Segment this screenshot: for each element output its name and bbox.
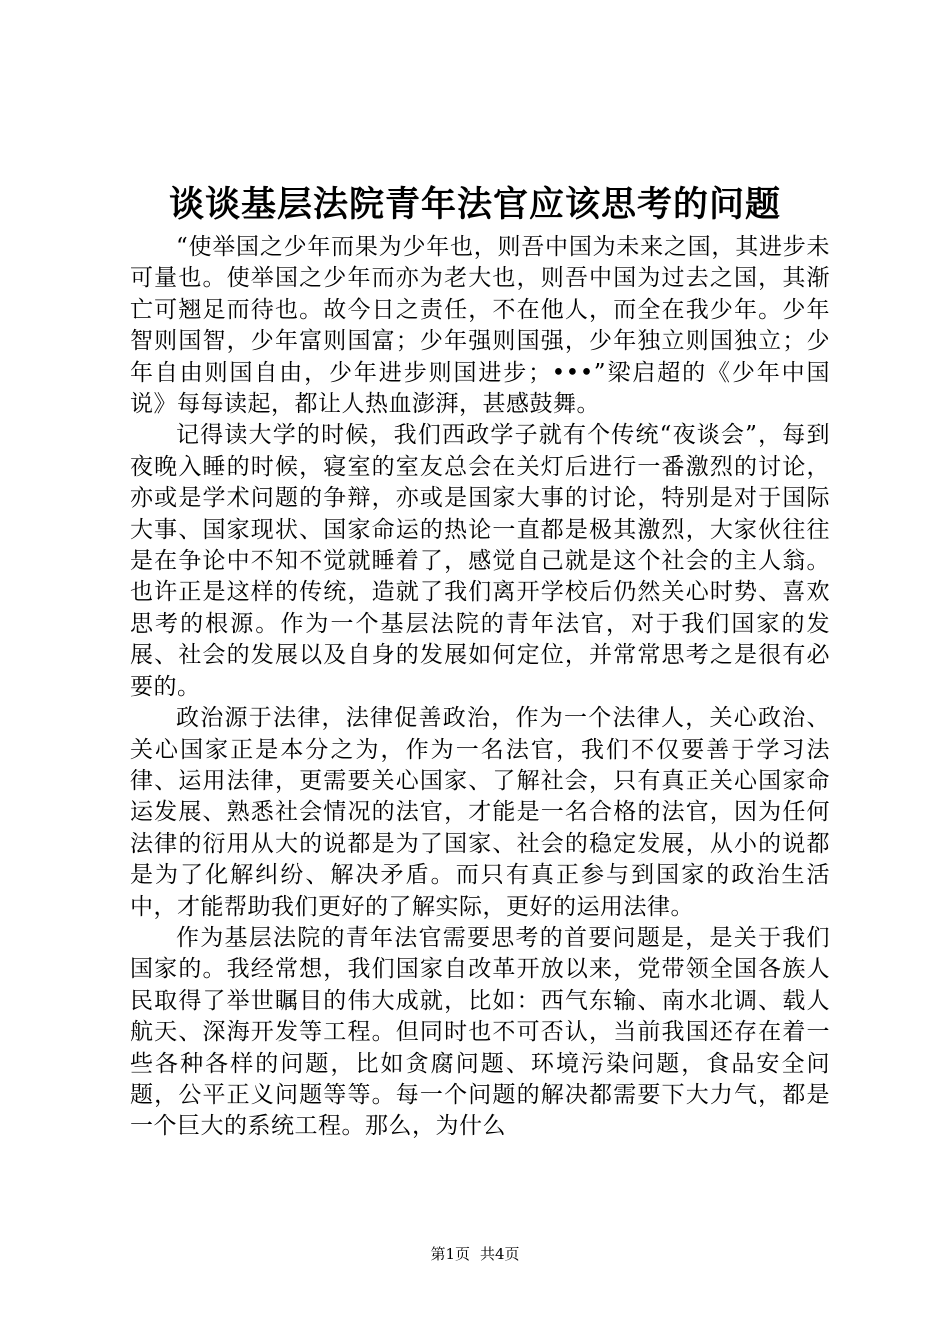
document-title: 谈谈基层法院青年法官应该思考的问题 xyxy=(168,184,781,225)
page-number: 第1页 xyxy=(430,1245,470,1263)
page-footer xyxy=(0,1244,950,1264)
page-total: 共4页 xyxy=(480,1245,520,1263)
paragraph-3: 政治源于法律，法律促善政治，作为一个法律人，关心政治、关心国家正是本分之为，作为一名法官，我们不仅要善于学习法律、运用法律，更需要关心国家、了解社会，只有真正关心国家命运发展、熟悉社会情况的法官，才能是一名合格的法官，因为任何法律的衍用从大的说都是为了国家、社会的稳定发展，从小的说都是为了化解纠纷、解决矛盾。而只有真正参与到国家的政治生活中，才能帮助我们更好的了解实际，更好的运用法律。 xyxy=(130,705,830,920)
paragraph-1: “使举国之少年而果为少年也，则吾中国为未来之国，其进步未可量也。使举国之少年而亦为老大也，则吾中国为过去之国，其渐亡可翘足而待也。故今日之责任，不在他人，而全在我少年。少年智则国智，少年富则国富；少年强则国强，少年独立则国独立；少年自由则国自由，少年进步则国进步；•••”梁启超的《少年中国说》每每读起，都让人热血澎湃，甚感鼓舞。 xyxy=(130,234,830,418)
paragraph-4: 作为基层法院的青年法官需要思考的首要问题是，是关于我们国家的。我经常想，我们国家自改革开放以来，党带领全国各族人民取得了举世瞩目的伟大成就，比如：西气东输、南水北调、载人航天、深海开发等工程。但同时也不可否认，当前我国还存在着一些各种各样的问题，比如贪腐问题、环境污染问题，食品安全问题，公平正义问题等等。每一个问题的解决都需要下大力气，都是一个巨大的系统工程。那么，为什么 xyxy=(130,924,830,1140)
paragraph-2: 记得读大学的时候，我们西政学子就有个传统“夜谈会”，每到夜晚入睡的时候，寝室的室友总会在关灯后进行一番激烈的讨论，亦或是学术问题的争辩，亦或是国家大事的讨论，特别是对于国际大事、国家现状、国家命运的热论一直都是极其激烈，大家伙往往是在争论中不知不觉就睡着了，感觉自己就是这个社会的主人翁。也许正是这样的传统，造就了我们离开学校后仍然关心时势、喜欢思考的根源。作为一个基层法院的青年法官，对于我们国家的发展、社会的发展以及自身的发展如何定位，并常常思考之是很有必要的。 xyxy=(130,422,830,700)
document-body xyxy=(130,232,830,1143)
